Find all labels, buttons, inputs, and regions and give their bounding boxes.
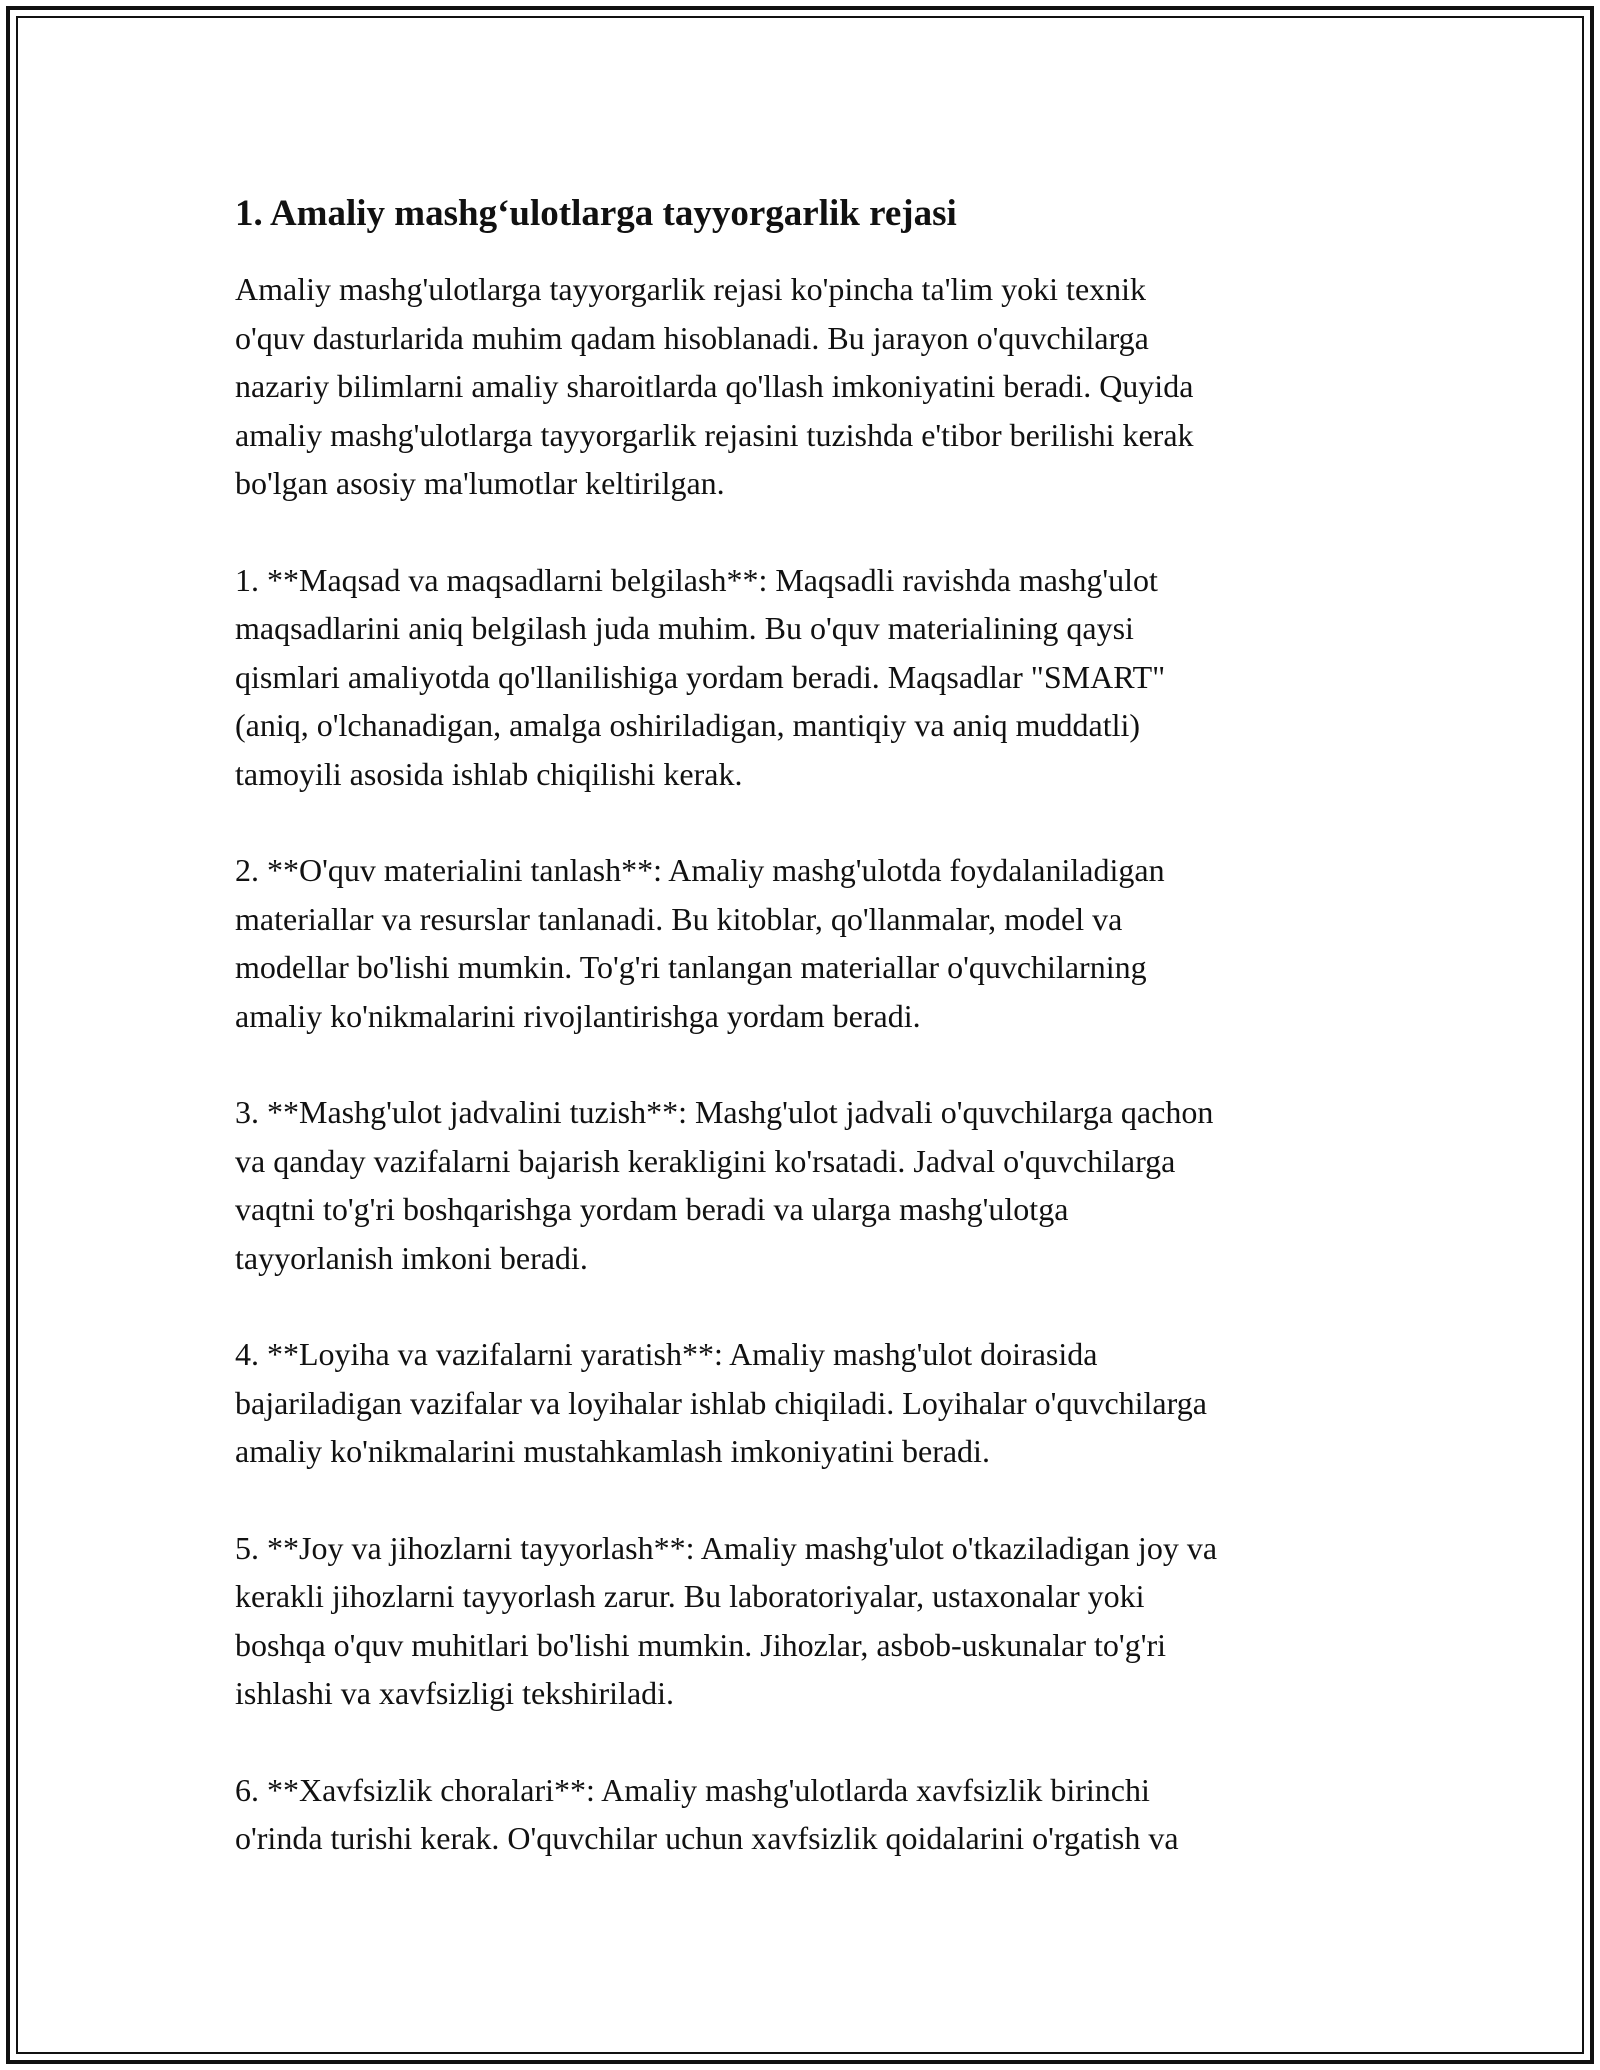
document-body [235, 188, 1380, 1911]
document-heading: 1. Amaliy mashg‘ulotlarga tayyorgarlik rejasi [235, 193, 957, 234]
list-item-6: 6. **Xavfsizlik choralari**: Amaliy mashg'ulotlarda xavfsizlik birinchi o'rinda turishi kerak. O'quvchilar uchun xavfsizlik qoidalarini o'rgatish va [235, 1771, 1179, 1856]
intro-paragraph: Amaliy mashg'ulotlarga tayyorgarlik rejasi ko'pincha ta'lim yoki texnik o'quv dasturlarida muhim qadam hisoblanadi. Bu jarayon o'quvchilarga nazariy bilimlarni amaliy sharoitlarda qo'llash imkoniyatini beradi. Quyida amaliy mashg'ulotlarga tayyorgarlik rejasini tuzishda e'tibor berilishi kerak bo'lgan asosiy ma'lumotlar keltirilgan. [235, 271, 1194, 501]
list-item-3: 3. **Mashg'ulot jadvalini tuzish**: Mashg'ulot jadvali o'quvchilarga qachon va qanday vazifalarni bajarish kerakligini ko'rsatadi. Jadval o'quvchilarga vaqtni to'g'ri boshqarishga yordam beradi va ularga mashg'ulotga tayyorlanish imkoni beradi. [235, 1094, 1214, 1276]
list-item-2: 2. **O'quv materialini tanlash**: Amaliy mashg'ulotda foydalaniladigan materiallar va resurslar tanlanadi. Bu kitoblar, qo'llanmalar, model va modellar bo'lishi mumkin. To'g'ri tanlangan materiallar o'quvchilarning amaliy ko'nikmalarini rivojlantirishga yordam beradi. [235, 852, 1165, 1034]
list-item-5: 5. **Joy va jihozlarni tayyorlash**: Amaliy mashg'ulot o'tkaziladigan joy va kerakli jihozlarni tayyorlash zarur. Bu laboratoriyalar, ustaxonalar yoki boshqa o'quv muhitlari bo'lishi mumkin. Jihozlar, asbob-uskunalar to'g'ri ishlashi va xavfsizligi tekshiriladi. [235, 1529, 1218, 1711]
list-item-1: 1. **Maqsad va maqsadlarni belgilash**: Maqsadli ravishda mashg'ulot maqsadlarini aniq belgilash juda muhim. Bu o'quv materialining qaysi qismlari amaliyotda qo'llanilishiga yordam beradi. Maqsadlar "SMART" (aniq, o'lchanadigan, amalga oshiriladigan, mantiqiy va aniq muddatli) tamoyili asosida ishlab chiqilishi kerak. [235, 561, 1166, 792]
list-item-4: 4. **Loyiha va vazifalarni yaratish**: Amaliy mashg'ulot doirasida bajariladigan vazifalar va loyihalar ishlab chiqiladi. Loyihalar o'quvchilarga amaliy ko'nikmalarini mustahkamlash imkoniyatini beradi. [235, 1336, 1207, 1469]
